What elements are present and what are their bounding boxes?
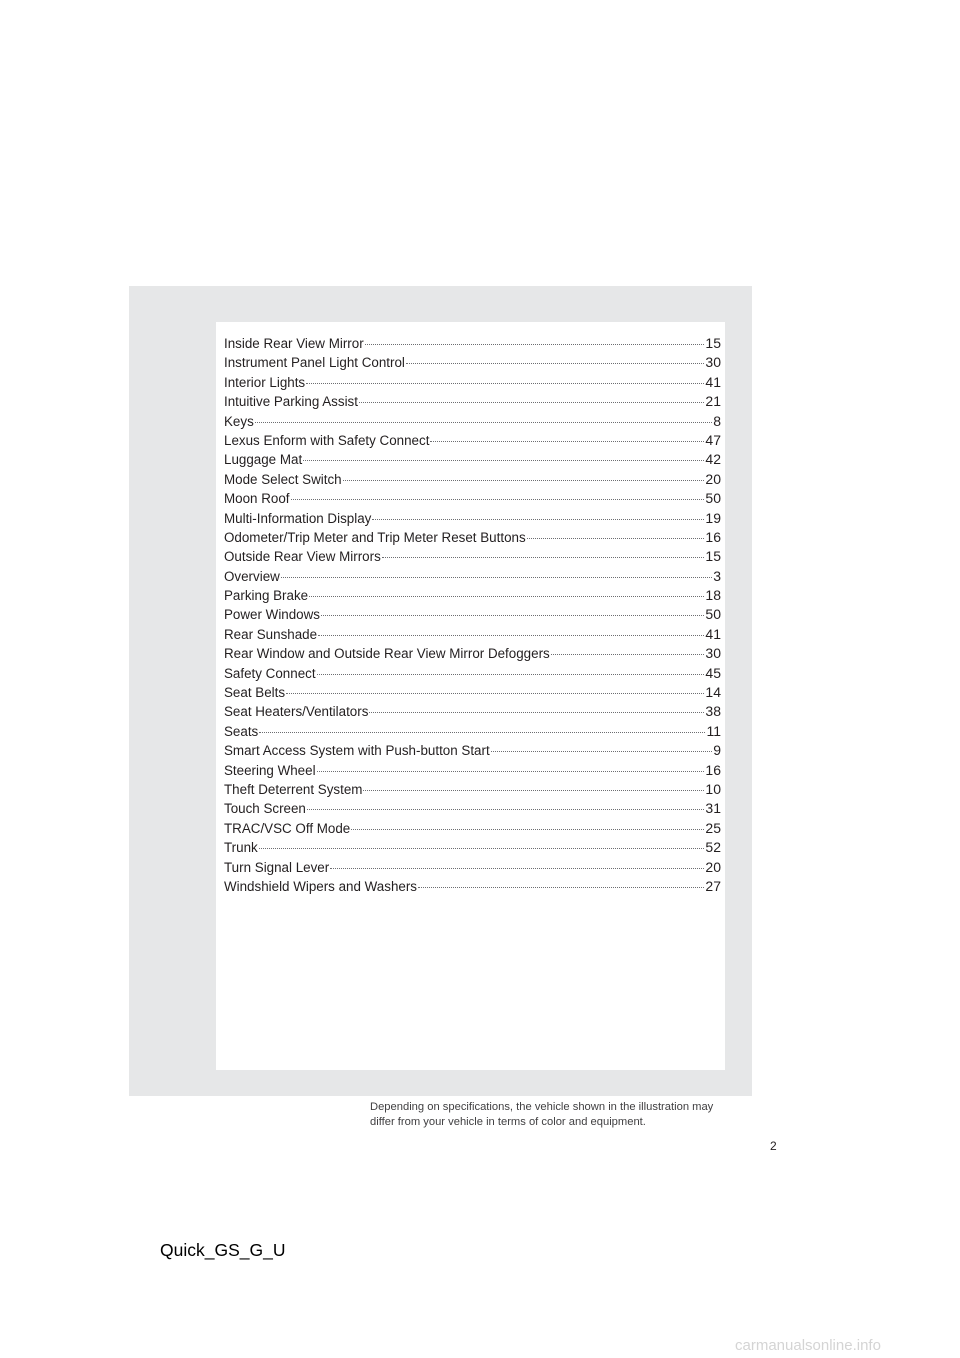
index-entry-page: 16 <box>705 761 721 778</box>
index-entry-label: Rear Sunshade <box>224 626 318 642</box>
index-entry-page: 8 <box>713 412 721 429</box>
dot-leader <box>491 751 713 752</box>
index-entry[interactable] <box>224 605 721 624</box>
dot-leader <box>406 363 705 364</box>
index-entry-label: Turn Signal Lever <box>224 859 330 875</box>
dot-leader <box>551 654 705 655</box>
index-entry-page: 41 <box>705 373 721 390</box>
index-entry[interactable] <box>224 819 721 838</box>
index-entry[interactable] <box>224 567 721 586</box>
dot-leader <box>351 829 704 830</box>
index-entry[interactable] <box>224 353 721 372</box>
index-entry-label: Instrument Panel Light Control <box>224 355 405 371</box>
index-entry-label: Lexus Enform with Safety Connect <box>224 432 430 448</box>
index-entry-label: Intuitive Parking Assist <box>224 394 358 410</box>
index-entry-page: 15 <box>705 335 721 351</box>
index-entry-page: 16 <box>705 528 721 545</box>
index-entry-label: Seats <box>224 723 259 739</box>
dot-leader <box>365 344 705 345</box>
index-entry[interactable] <box>224 334 721 353</box>
index-entry[interactable] <box>224 392 721 411</box>
index-entry[interactable] <box>224 528 721 547</box>
dot-leader <box>255 422 712 423</box>
index-list <box>224 334 721 896</box>
dot-leader <box>306 383 704 384</box>
index-entry-page: 30 <box>705 354 721 371</box>
dot-leader <box>317 674 705 675</box>
index-entry-label: Inside Rear View Mirror <box>224 336 364 351</box>
index-entry-page: 30 <box>705 645 721 662</box>
index-entry[interactable] <box>224 547 721 566</box>
index-entry[interactable] <box>224 664 721 683</box>
watermark: carmanualsonline.info <box>735 1337 881 1354</box>
index-entry-label: Keys <box>224 413 254 429</box>
index-entry-page: 25 <box>705 819 721 836</box>
dot-leader <box>259 848 705 849</box>
index-entry-label: Steering Wheel <box>224 762 316 778</box>
index-entry-label: Parking Brake <box>224 588 309 604</box>
index-entry-label: Trunk <box>224 840 258 856</box>
index-entry-page: 38 <box>705 703 721 720</box>
dot-leader <box>359 402 704 403</box>
index-entry[interactable] <box>224 644 721 663</box>
index-entry-label: Overview <box>224 568 280 584</box>
index-entry[interactable] <box>224 373 721 392</box>
index-entry[interactable] <box>224 877 721 896</box>
index-entry-label: Luggage Mat <box>224 452 303 468</box>
index-entry-page: 27 <box>705 877 721 894</box>
index-entry[interactable] <box>224 838 721 857</box>
dot-leader <box>286 693 704 694</box>
index-entry-page: 50 <box>705 490 721 507</box>
index-entry[interactable] <box>224 586 721 605</box>
dot-leader <box>281 577 712 578</box>
index-entry-label: Safety Connect <box>224 665 316 681</box>
dot-leader <box>259 732 705 733</box>
index-entry-label: Interior Lights <box>224 374 306 390</box>
illustration-note-line-1: Depending on specifications, the vehicle shown in the illustration may <box>370 1101 714 1113</box>
index-entry-page: 11 <box>706 722 721 739</box>
dot-leader <box>321 615 704 616</box>
dot-leader <box>330 868 704 869</box>
index-entry-label: Seat Belts <box>224 685 286 701</box>
index-entry-label: Seat Heaters/Ventilators <box>224 704 369 720</box>
index-entry-label: Rear Window and Outside Rear View Mirror Defoggers <box>224 646 550 662</box>
index-entry-page: 47 <box>705 431 721 448</box>
index-entry-label: Theft Deterrent System <box>224 781 363 797</box>
dot-leader <box>430 441 704 442</box>
index-entry-page: 21 <box>705 393 721 410</box>
index-entry-page: 9 <box>713 742 721 759</box>
dot-leader <box>318 635 704 636</box>
index-entry[interactable] <box>224 858 721 877</box>
index-entry-label: Touch Screen <box>224 801 306 817</box>
index-entry-label: Odometer/Trip Meter and Trip Meter Reset Buttons <box>224 529 526 545</box>
page-number: 2 <box>770 1139 777 1153</box>
index-entry-label: Mode Select Switch <box>224 471 342 487</box>
dot-leader <box>418 887 704 888</box>
index-entry-label: Moon Roof <box>224 491 290 507</box>
index-entry-page: 10 <box>705 780 721 797</box>
index-entry-page: 15 <box>705 548 721 565</box>
dot-leader <box>527 538 705 539</box>
index-entry[interactable] <box>224 489 721 508</box>
index-entry-page: 31 <box>705 800 721 817</box>
dot-leader <box>307 809 705 810</box>
index-entry[interactable] <box>224 509 721 528</box>
index-entry[interactable] <box>224 799 721 818</box>
index-entry-label: TRAC/VSC Off Mode <box>224 820 351 836</box>
index-entry[interactable] <box>224 412 721 431</box>
index-entry-page: 42 <box>705 451 721 468</box>
index-entry[interactable] <box>224 683 721 702</box>
index-entry[interactable] <box>224 761 721 780</box>
dot-leader <box>309 596 704 597</box>
dot-leader <box>363 790 704 791</box>
index-entry-page: 18 <box>705 587 721 604</box>
index-entry-page: 41 <box>705 625 721 642</box>
index-entry-page: 20 <box>705 858 721 875</box>
index-entry-page: 52 <box>705 839 721 856</box>
dot-leader <box>317 771 705 772</box>
index-entry-page: 20 <box>705 470 721 487</box>
dot-leader <box>372 519 704 520</box>
dot-leader <box>343 480 705 481</box>
dot-leader <box>369 712 704 713</box>
illustration-note-line-2: differ from your vehicle in terms of color and equipment. <box>370 1115 646 1128</box>
index-entry-label: Power Windows <box>224 607 320 623</box>
index-entry-page: 14 <box>705 684 721 701</box>
index-entry-page: 3 <box>713 567 721 584</box>
index-entry[interactable] <box>224 741 721 760</box>
dot-leader <box>303 460 704 461</box>
index-entry[interactable] <box>224 780 721 799</box>
index-entry-page: 45 <box>705 664 721 681</box>
index-entry[interactable] <box>224 625 721 644</box>
index-entry[interactable] <box>224 470 721 489</box>
index-entry-page: 19 <box>705 509 721 526</box>
index-entry[interactable] <box>224 702 721 721</box>
dot-leader <box>382 557 705 558</box>
illustration-note <box>370 1100 770 1129</box>
index-entry[interactable] <box>224 722 721 741</box>
dot-leader <box>291 499 705 500</box>
document-code: Quick_GS_G_U <box>160 1240 286 1260</box>
index-entry-page: 50 <box>705 606 721 623</box>
index-entry-label: Outside Rear View Mirrors <box>224 549 381 565</box>
index-entry[interactable] <box>224 450 721 469</box>
index-entry[interactable] <box>224 431 721 450</box>
index-entry-label: Multi-Information Display <box>224 510 372 526</box>
index-entry-label: Windshield Wipers and Washers <box>224 878 417 894</box>
index-entry-label: Smart Access System with Push-button Start <box>224 743 490 759</box>
